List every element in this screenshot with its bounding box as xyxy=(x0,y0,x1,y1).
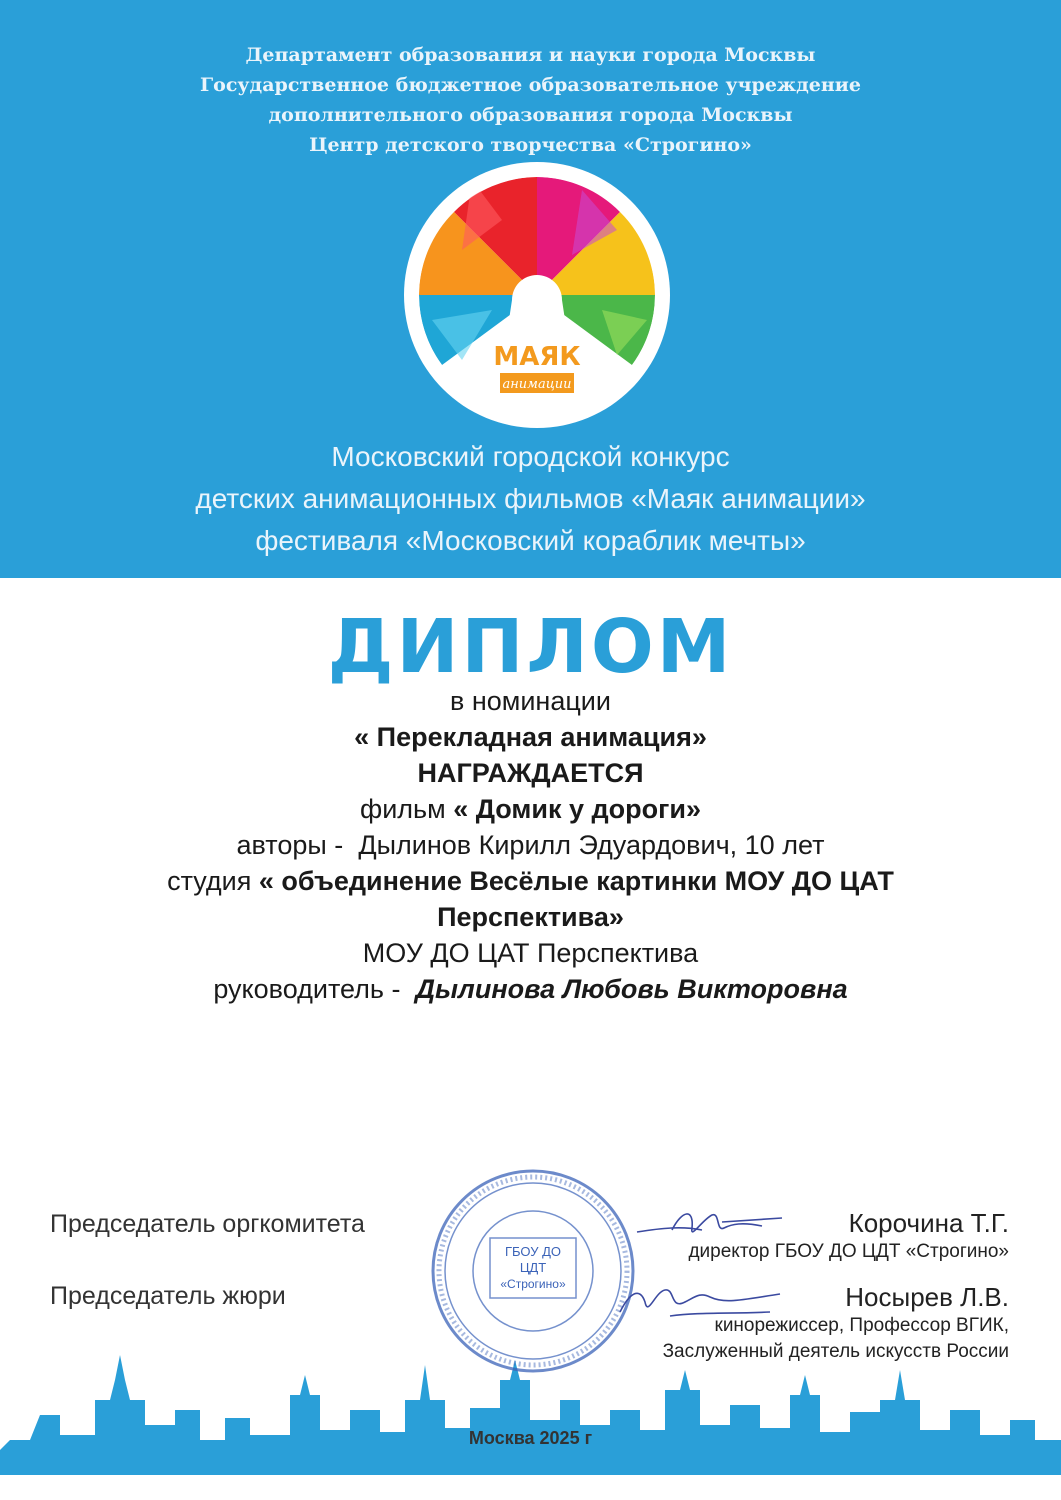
authors-names: Дылинов Кирилл Эдуардович, 10 лет xyxy=(358,830,825,860)
leader-line xyxy=(80,971,981,1007)
signatory-2-role-2: Заслуженный деятель искусств России xyxy=(662,1341,1009,1362)
diploma-body xyxy=(80,683,981,1007)
signatory-2-name: Носырев Л.В. xyxy=(845,1282,1009,1312)
authors-line xyxy=(80,827,981,863)
film-line xyxy=(80,791,981,827)
organization-block xyxy=(0,40,1061,160)
studio-name-1: « объединение Весёлые картинки МОУ ДО ЦАТ xyxy=(258,866,894,896)
contest-block xyxy=(0,436,1061,562)
signatory-1-role: директор ГБОУ ДО ЦДТ «Строгино» xyxy=(688,1241,1009,1262)
studio-name-2: Перспектива» xyxy=(437,902,624,932)
awarded-label: НАГРАЖДАЕТСЯ xyxy=(417,758,644,788)
studio-prefix: студия xyxy=(167,866,252,896)
contest-line-1: Московский городской конкурс xyxy=(331,441,730,472)
authors-prefix: авторы - xyxy=(236,830,344,860)
contest-line-3: фестиваля «Московский кораблик мечты» xyxy=(255,525,806,556)
org-line-4: Центр детского творчества «Строгино» xyxy=(309,134,752,156)
contest-line-2: детских анимационных фильмов «Маяк анимации» xyxy=(195,483,866,514)
institution: МОУ ДО ЦАТ Перспектива xyxy=(362,938,699,968)
logo-title: МАЯК xyxy=(493,342,581,372)
leader-prefix: руководитель - xyxy=(213,974,401,1004)
logo-subtitle: анимации xyxy=(502,377,572,392)
org-line-2: Государственное бюджетное образовательное учреждение xyxy=(200,74,861,96)
header-banner xyxy=(0,0,1061,578)
mayak-animation-logo xyxy=(402,160,672,430)
diploma-title: ДИПЛОМ xyxy=(327,604,734,690)
stamp-center-line-2: ЦДТ xyxy=(519,1260,547,1275)
chair-jury-label: Председатель жюри xyxy=(50,1282,286,1310)
official-stamp xyxy=(428,1166,638,1376)
signatory-2-role-1: кинорежиссер, Профессор ВГИК, xyxy=(714,1315,1009,1336)
org-line-1: Департамент образования и науки города Москвы xyxy=(245,44,816,66)
signatory-1-name: Корочина Т.Г. xyxy=(848,1208,1009,1238)
stamp-center-line-3: «Строгино» xyxy=(500,1277,566,1291)
chair-orgcommittee-label: Председатель оргкомитета xyxy=(50,1210,365,1238)
leader-name: Дылинова Любовь Викторовна xyxy=(415,974,848,1004)
stamp-center-line-1: ГБОУ ДО xyxy=(504,1244,562,1259)
film-title: « Домик у дороги» xyxy=(453,794,701,824)
city-year: Москва 2025 г xyxy=(468,1428,593,1448)
signature-nosyrev xyxy=(610,1272,790,1332)
studio-line xyxy=(80,863,981,899)
nomination-prefix: в номинации xyxy=(450,686,611,716)
film-prefix: фильм xyxy=(359,794,446,824)
org-line-3: дополнительного образования города Москвы xyxy=(268,104,793,126)
nomination-name: « Перекладная анимация» xyxy=(354,722,707,752)
signature-korochina xyxy=(632,1200,792,1250)
